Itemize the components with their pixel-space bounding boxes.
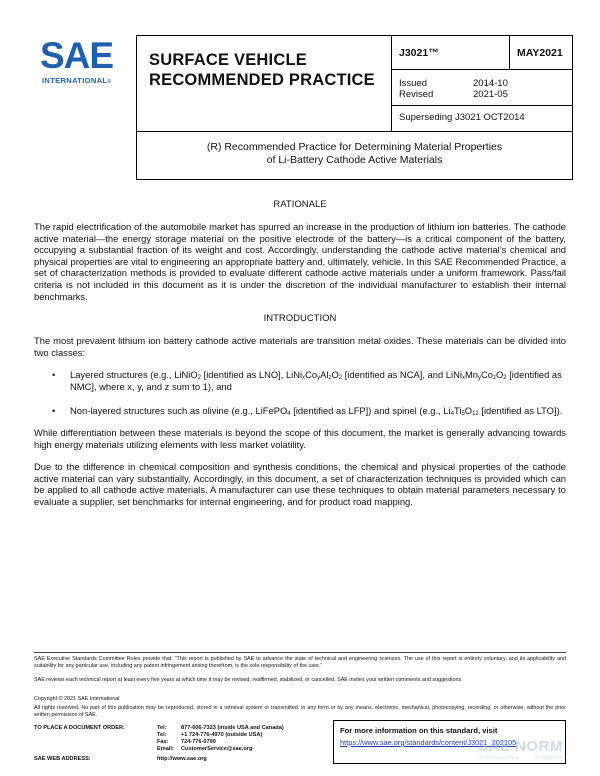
bullet-non-layered-structures: Non-layered structures such as olivine (e.g., LiFePO$_4$ [identified as LFP]) and spinel (e.g., $Li_4Ti_5O_{12}$ [identified as LTO]). (70, 405, 563, 417)
watermark-text: SAE NORM (478, 738, 563, 755)
web-value[interactable]: http://www.sae.org (157, 756, 207, 762)
footer-review: SAE reviews each technical report at least every five years at which time it may be revised, reaffirmed, stabilized, or cancelled. SAE invites your written comments and suggestions. (34, 677, 463, 683)
issued-value: 2014-10 (473, 78, 508, 89)
watermark (478, 738, 590, 774)
sae-logo (34, 37, 130, 89)
tel2-value: +1 724-776-4970 (outside USA) (181, 732, 263, 738)
footer-rights: All rights reserved. No part of this publication may be reproduced, stored in a retrieval system or transmitted, in any form or by any means, electronic, mechanical, photocopying, recording, or otherwise, without the prior written permission of SAE. (34, 705, 566, 718)
superseding-note: Superseding J3021 OCT2014 (399, 112, 525, 123)
email-label: Email: (157, 746, 174, 752)
tel2-label: Tel: (157, 732, 167, 738)
bullet-marker: • (52, 369, 56, 380)
footer-rules: SAE Executive Standards Committee Rules provide that: “This report is published by SAE to advance the state of technical and engineering sciences. The use of this report is entirely voluntary, and its applicability and suitability for any particular use, including any patent infringement arising therefrom, is the sole responsibility of the user.” (34, 656, 566, 669)
sae-logo-mark: SAE (40, 35, 114, 76)
revised-value: 2021-05 (473, 89, 508, 100)
bullet-layered-structures: Layered structures (e.g., LiNiO$_2$ [identified as LNO], $LiNi_xCo_yAl_zO_2$ [identified as NCA], and $LiNi_xMn_yCo_zO_2$ [identified as NMC], where x, y, and z sum to 1), and (70, 369, 562, 392)
tel1-value: 877-606-7323 (inside USA and Canada) (181, 725, 284, 731)
introduction-paragraph-3: Due to the difference in chemical composition and synthesis conditions, the chemical and physical properties of the cathode active material can vary substantially. Accordingly, in this document, a set of characterization techniques is provided which can be applied to all cathode active materials. A manufacturer can use these techniques to obtain material parameters necessary to evaluate a supplier, set benchmarks for internal engineering, and for product road mapping. (34, 461, 566, 507)
more-info-title: For more information on this standard, visit (340, 726, 498, 735)
revised-label: Revised (399, 89, 434, 100)
document-type-title: SURFACE VEHICLE RECOMMENDED PRACTICE (149, 51, 375, 89)
tel1-label: Tel: (157, 725, 167, 731)
footer-divider (34, 652, 566, 653)
email-value: CustomerService@sae.org (181, 746, 253, 752)
sae-logo-subtitle: INTERNATIONAL® (42, 76, 112, 85)
fax-label: Fax: (157, 739, 169, 745)
footer-copyright: Copyright © 2021 SAE International (34, 696, 120, 702)
watermark-subtext: INTERNATIONAL STANDARDS (478, 755, 568, 760)
bullet-marker: • (52, 405, 56, 416)
standard-link[interactable]: https://www.sae.org/standards/content/J3021_202105 (340, 738, 517, 747)
fax-value: 724-776-0790 (181, 739, 216, 745)
rationale-heading: RATIONALE (273, 199, 327, 210)
web-label: SAE WEB ADDRESS: (34, 756, 91, 762)
document-date: MAY2021 (517, 47, 563, 59)
issued-label: Issued (399, 78, 427, 89)
order-label: TO PLACE A DOCUMENT ORDER: (34, 725, 125, 731)
introduction-lead: The most prevalent lithium ion battery cathode active materials are transition metal oxides. These materials can be divided into two classes: (34, 335, 566, 358)
document-title: (R) Recommended Practice for Determining Material Properties of Li-Battery Cathode Active Materials (136, 132, 573, 180)
document-header (136, 35, 573, 132)
introduction-paragraph-2: While differentiation between these materials is beyond the scope of this document, the market is generally advancing towards high energy materials utilizing elements with less market volatility. (34, 427, 566, 450)
introduction-heading: INTRODUCTION (263, 313, 337, 324)
rationale-paragraph: The rapid electrification of the automobile market has spurred an increase in the production of lithium ion batteries. The cathode active material—the energy storage material on the positive electrode of the battery—is a critical component of the battery, occupying a substantial fraction of its weight and cost. Accordingly, understanding the cathode active material’s chemical and physical properties are vital to engineering an appropriate battery and, ultimately, vehicle. In this SAE Recommended Practice, a set of characterization methods is provided to evaluate different cathode active materials under a uniform framework. Pass/fail criteria is not included in this document as it is under the discretion of the individual manufacturer to establish their internal benchmarks. (34, 221, 566, 302)
document-number: J3021™ (399, 47, 439, 59)
